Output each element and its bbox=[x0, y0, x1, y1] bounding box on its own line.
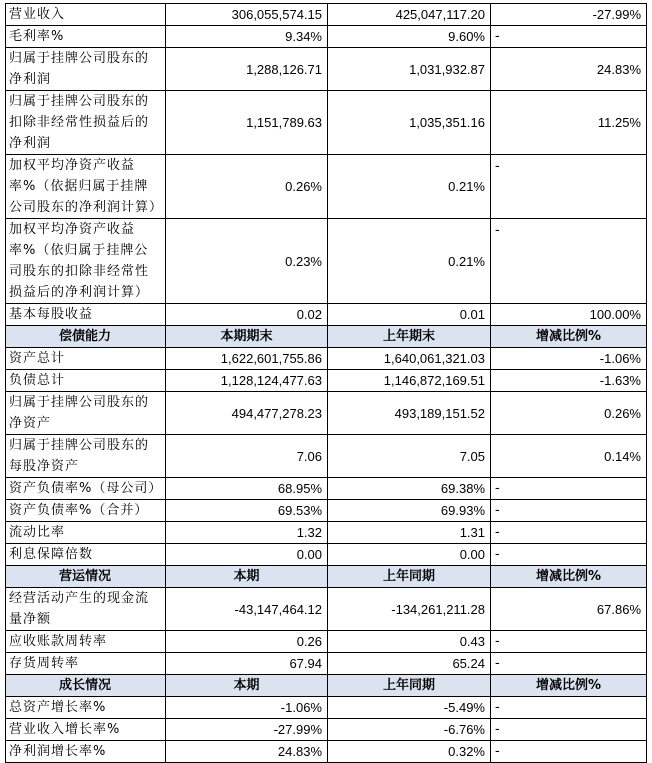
table-body bbox=[6, 4, 647, 763]
section-title: 营运情况 bbox=[6, 566, 166, 588]
change-value: - bbox=[491, 219, 647, 304]
table-row bbox=[6, 435, 647, 478]
row-label: 总资产增长率% bbox=[6, 697, 166, 719]
previous-value: 0.21% bbox=[328, 219, 491, 304]
change-value: 67.86% bbox=[491, 588, 647, 631]
row-label: 归属于挂牌公司股东的净利润 bbox=[6, 48, 166, 91]
row-label: 净利润增长率% bbox=[6, 741, 166, 763]
change-value: -1.06% bbox=[491, 348, 647, 370]
row-label: 营业收入 bbox=[6, 4, 166, 26]
current-value: 0.02 bbox=[166, 304, 328, 326]
current-value: 0.26% bbox=[166, 155, 328, 219]
row-label: 应收账款周转率 bbox=[6, 631, 166, 653]
financial-indicators-table bbox=[5, 3, 647, 763]
previous-value: 9.60% bbox=[328, 26, 491, 48]
section-header-row bbox=[6, 326, 647, 348]
row-label: 归属于挂牌公司股东的每股净资产 bbox=[6, 435, 166, 478]
financial-indicators-table-container bbox=[5, 3, 646, 759]
current-value: 1.32 bbox=[166, 522, 328, 544]
table-row bbox=[6, 544, 647, 566]
previous-value: 493,189,151.52 bbox=[328, 392, 491, 435]
previous-value: -6.76% bbox=[328, 719, 491, 741]
change-value: - bbox=[491, 653, 647, 675]
change-value: 0.26% bbox=[491, 392, 647, 435]
change-value: 0.14% bbox=[491, 435, 647, 478]
change-value: - bbox=[491, 155, 647, 219]
previous-value: 65.24 bbox=[328, 653, 491, 675]
previous-value: 425,047,117.20 bbox=[328, 4, 491, 26]
current-value: 7.06 bbox=[166, 435, 328, 478]
previous-value: 0.01 bbox=[328, 304, 491, 326]
change-value: - bbox=[491, 631, 647, 653]
column-header-current: 本期 bbox=[166, 675, 328, 697]
change-value: - bbox=[491, 741, 647, 763]
previous-value: 1,640,061,321.03 bbox=[328, 348, 491, 370]
row-label: 加权平均净资产收益率%（依归属于挂牌公司股东的扣除非经常性损益后的净利润计算） bbox=[6, 219, 166, 304]
section-header-row bbox=[6, 566, 647, 588]
section-title: 偿债能力 bbox=[6, 326, 166, 348]
table-row bbox=[6, 631, 647, 653]
previous-value: 1,031,932.87 bbox=[328, 48, 491, 91]
previous-value: 1,035,351.16 bbox=[328, 91, 491, 155]
current-value: -27.99% bbox=[166, 719, 328, 741]
previous-value: 0.00 bbox=[328, 544, 491, 566]
table-row bbox=[6, 48, 647, 91]
change-value: - bbox=[491, 478, 647, 500]
column-header-change: 增减比例% bbox=[491, 566, 647, 588]
current-value: 24.83% bbox=[166, 741, 328, 763]
table-row bbox=[6, 370, 647, 392]
change-value: - bbox=[491, 697, 647, 719]
column-header-current: 本期期末 bbox=[166, 326, 328, 348]
table-row bbox=[6, 26, 647, 48]
row-label: 基本每股收益 bbox=[6, 304, 166, 326]
previous-value: 0.32% bbox=[328, 741, 491, 763]
previous-value: -134,261,211.28 bbox=[328, 588, 491, 631]
previous-value: 7.05 bbox=[328, 435, 491, 478]
current-value: 68.95% bbox=[166, 478, 328, 500]
current-value: -1.06% bbox=[166, 697, 328, 719]
current-value: 67.94 bbox=[166, 653, 328, 675]
table-row bbox=[6, 91, 647, 155]
table-row bbox=[6, 304, 647, 326]
table-row bbox=[6, 522, 647, 544]
previous-value: -5.49% bbox=[328, 697, 491, 719]
table-row bbox=[6, 697, 647, 719]
section-title: 成长情况 bbox=[6, 675, 166, 697]
change-value: - bbox=[491, 719, 647, 741]
change-value: 100.00% bbox=[491, 304, 647, 326]
current-value: 306,055,574.15 bbox=[166, 4, 328, 26]
current-value: 1,288,126.71 bbox=[166, 48, 328, 91]
previous-value: 69.93% bbox=[328, 500, 491, 522]
previous-value: 1,146,872,169.51 bbox=[328, 370, 491, 392]
row-label: 归属于挂牌公司股东的净资产 bbox=[6, 392, 166, 435]
current-value: -43,147,464.12 bbox=[166, 588, 328, 631]
table-row bbox=[6, 4, 647, 26]
change-value: - bbox=[491, 26, 647, 48]
change-value: 24.83% bbox=[491, 48, 647, 91]
column-header-previous: 上年同期 bbox=[328, 675, 491, 697]
table-row bbox=[6, 500, 647, 522]
table-row bbox=[6, 348, 647, 370]
current-value: 1,151,789.63 bbox=[166, 91, 328, 155]
row-label: 存货周转率 bbox=[6, 653, 166, 675]
column-header-previous: 上年同期 bbox=[328, 566, 491, 588]
column-header-current: 本期 bbox=[166, 566, 328, 588]
current-value: 0.23% bbox=[166, 219, 328, 304]
previous-value: 69.38% bbox=[328, 478, 491, 500]
change-value: 11.25% bbox=[491, 91, 647, 155]
row-label: 经营活动产生的现金流量净额 bbox=[6, 588, 166, 631]
row-label: 归属于挂牌公司股东的扣除非经常性损益后的净利润 bbox=[6, 91, 166, 155]
current-value: 494,477,278.23 bbox=[166, 392, 328, 435]
row-label: 营业收入增长率% bbox=[6, 719, 166, 741]
current-value: 0.00 bbox=[166, 544, 328, 566]
current-value: 9.34% bbox=[166, 26, 328, 48]
row-label: 资产总计 bbox=[6, 348, 166, 370]
row-label: 负债总计 bbox=[6, 370, 166, 392]
column-header-change: 增减比例% bbox=[491, 675, 647, 697]
row-label: 流动比率 bbox=[6, 522, 166, 544]
change-value: -27.99% bbox=[491, 4, 647, 26]
current-value: 69.53% bbox=[166, 500, 328, 522]
row-label: 资产负债率%（合并） bbox=[6, 500, 166, 522]
section-header-row bbox=[6, 675, 647, 697]
change-value: -1.63% bbox=[491, 370, 647, 392]
row-label: 利息保障倍数 bbox=[6, 544, 166, 566]
current-value: 1,622,601,755.86 bbox=[166, 348, 328, 370]
row-label: 资产负债率%（母公司） bbox=[6, 478, 166, 500]
previous-value: 0.43 bbox=[328, 631, 491, 653]
table-row bbox=[6, 719, 647, 741]
table-row bbox=[6, 219, 647, 304]
column-header-change: 增减比例% bbox=[491, 326, 647, 348]
table-row bbox=[6, 653, 647, 675]
current-value: 1,128,124,477.63 bbox=[166, 370, 328, 392]
change-value: - bbox=[491, 500, 647, 522]
previous-value: 1.31 bbox=[328, 522, 491, 544]
table-row bbox=[6, 392, 647, 435]
table-row bbox=[6, 478, 647, 500]
row-label: 毛利率% bbox=[6, 26, 166, 48]
previous-value: 0.21% bbox=[328, 155, 491, 219]
change-value: - bbox=[491, 522, 647, 544]
change-value: - bbox=[491, 544, 647, 566]
table-row bbox=[6, 155, 647, 219]
table-row bbox=[6, 588, 647, 631]
row-label: 加权平均净资产收益率%（依据归属于挂牌公司股东的净利润计算） bbox=[6, 155, 166, 219]
column-header-previous: 上年期末 bbox=[328, 326, 491, 348]
current-value: 0.26 bbox=[166, 631, 328, 653]
